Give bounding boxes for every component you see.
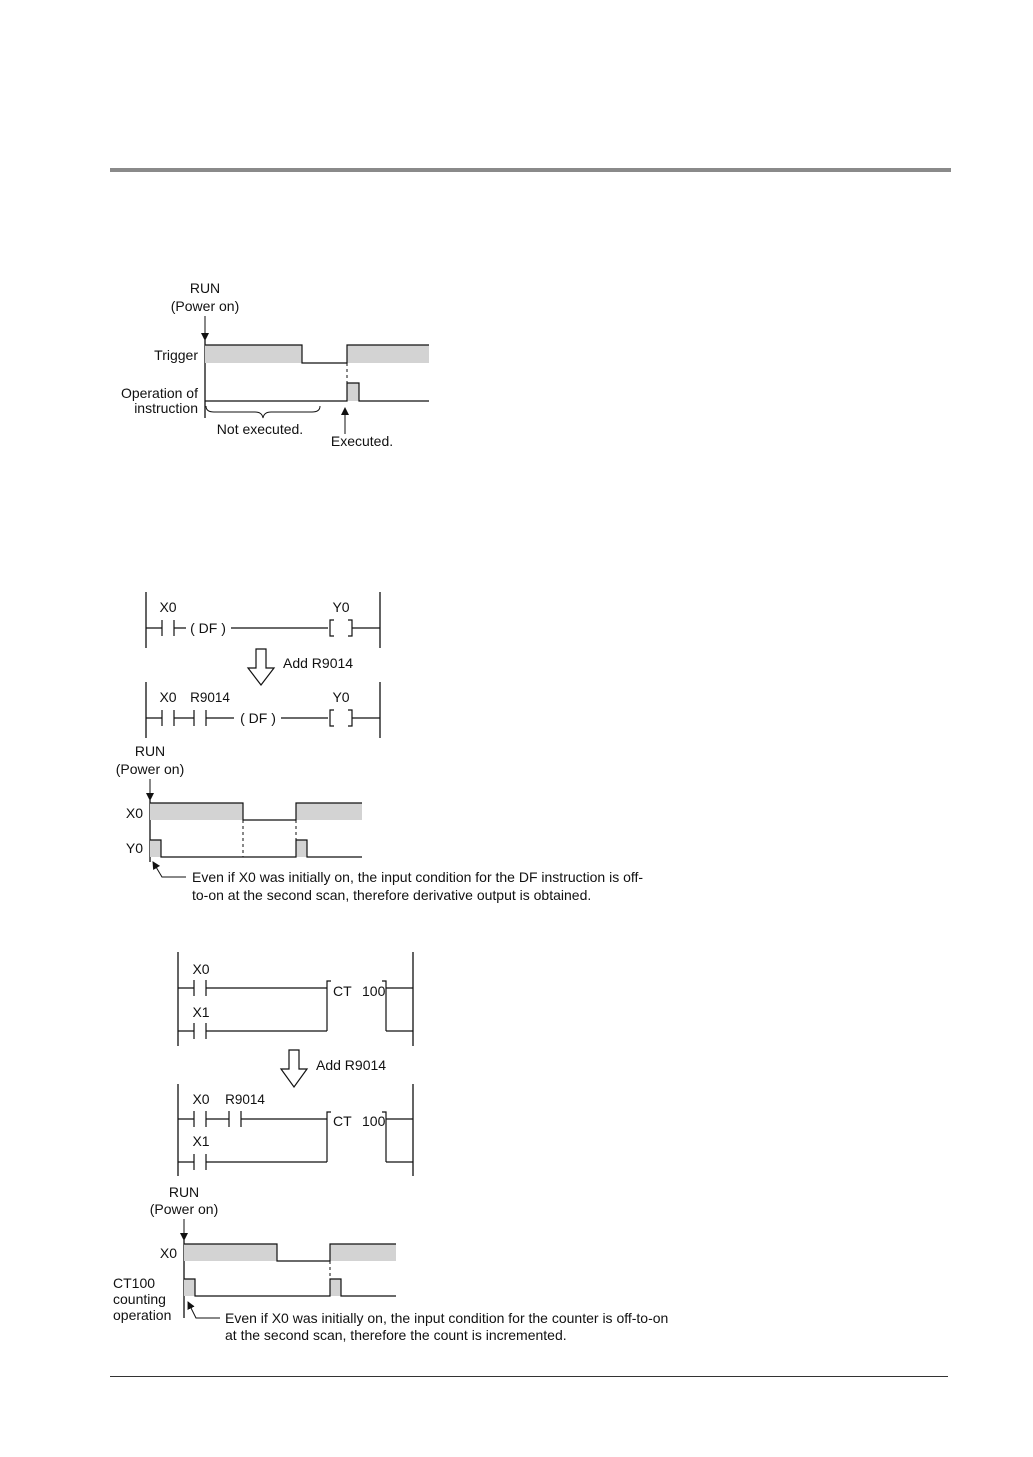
fig1-operation-pulse xyxy=(347,383,359,401)
fig3a-ct-box-left xyxy=(327,981,331,1031)
fig1-power-on-label: (Power on) xyxy=(170,298,240,314)
fig2-note-pointer xyxy=(153,862,186,877)
fig2-x0-signal-label: X0 xyxy=(125,805,143,821)
fig1-executed-label: Executed. xyxy=(330,433,394,449)
fig1-trigger-high-1 xyxy=(205,345,302,363)
fig2-note-line-1: Even if X0 was initially on, the input condition for the DF instruction is off- xyxy=(192,869,644,885)
fig3-note-line-2: at the second scan, therefore the count is incremented. xyxy=(225,1327,567,1343)
fig2b-x0-label: X0 xyxy=(159,689,177,705)
fig2b-y0-coil xyxy=(330,710,380,726)
fig2-add-label: Add R9014 xyxy=(283,655,354,671)
fig2-power-on-label: (Power on) xyxy=(115,761,185,777)
fig2-ladder-after xyxy=(146,682,380,738)
fig2b-contacts xyxy=(146,710,234,726)
fig1-operation-label-2: instruction xyxy=(134,400,198,416)
fig3a-x0-contact xyxy=(178,980,327,996)
fig2a-df-label: ( DF ) xyxy=(190,620,226,636)
fig1-operation-label-1: Operation of xyxy=(120,385,198,401)
fig3-ct-signal-label-1: CT100 xyxy=(113,1275,156,1291)
fig2a-x0-contact xyxy=(146,620,186,636)
fig2-down-arrow-icon xyxy=(248,649,274,685)
fig3a-ct-label: CT xyxy=(333,983,352,999)
fig2a-y0-coil xyxy=(330,620,380,636)
fig2-y0-pulse-2 xyxy=(296,840,307,857)
fig2-y0-pulse-1 xyxy=(150,840,161,857)
fig3-x0-high-1 xyxy=(184,1244,277,1261)
fig3-run-label: RUN xyxy=(168,1184,200,1200)
fig3a-preset-label: 100 xyxy=(362,983,386,999)
fig2-x0-high-2 xyxy=(296,803,362,820)
fig3-timing-chart xyxy=(113,1184,668,1343)
fig2b-y0-label: Y0 xyxy=(332,689,350,705)
fig3b-ct-box-right xyxy=(382,1112,413,1162)
fig3b-r9014-label: R9014 xyxy=(225,1092,265,1107)
fig3a-x0-label: X0 xyxy=(192,961,210,977)
fig1-not-executed-label: Not executed. xyxy=(216,421,304,437)
fig3-ct-signal-label-2: counting xyxy=(113,1291,166,1307)
fig2b-r9014-label: R9014 xyxy=(190,690,230,705)
fig3-ct-waveform xyxy=(184,1279,396,1296)
fig3-ct-signal-label-3: operation xyxy=(113,1307,172,1323)
fig2-y0-waveform xyxy=(150,840,362,857)
fig3b-preset-label: 100 xyxy=(362,1113,386,1129)
fig3b-ct-box-left xyxy=(327,1112,331,1162)
fig2-run-label: RUN xyxy=(134,743,166,759)
fig3-down-arrow-icon xyxy=(281,1050,307,1087)
fig3a-x1-contact xyxy=(178,1023,327,1039)
fig2-ladder-before xyxy=(146,592,380,648)
fig3-note-pointer xyxy=(188,1302,220,1318)
fig2-add-arrow xyxy=(248,649,353,685)
fig3-add-arrow xyxy=(281,1050,386,1087)
fig2-x0-high-1 xyxy=(150,803,243,820)
fig1-run-label: RUN xyxy=(189,280,221,296)
fig3-note-line-1: Even if X0 was initially on, the input condition for the counter is off-to-on xyxy=(225,1310,669,1326)
fig3-power-on-label: (Power on) xyxy=(149,1201,219,1217)
fig1-trigger-label: Trigger xyxy=(154,347,198,363)
fig1-operation-waveform xyxy=(205,383,429,401)
fig3b-ct-label: CT xyxy=(333,1113,352,1129)
fig1-not-executed-brace xyxy=(206,406,320,418)
fig3-add-label: Add R9014 xyxy=(316,1057,387,1073)
fig2-timing-chart xyxy=(116,743,644,903)
fig2b-df-label: ( DF ) xyxy=(240,710,276,726)
fig3a-x1-label: X1 xyxy=(192,1004,210,1020)
fig3-ladder-before xyxy=(178,952,413,1046)
fig1-timing-chart xyxy=(121,280,429,449)
fig3-ct-pulse-2 xyxy=(330,1279,341,1296)
fig2a-x0-label: X0 xyxy=(159,599,177,615)
fig3b-x1-label: X1 xyxy=(192,1133,210,1149)
fig3-x0-high-2 xyxy=(330,1244,396,1261)
fig2-y0-signal-label: Y0 xyxy=(125,840,143,856)
fig3b-contacts xyxy=(178,1111,327,1127)
fig1-trigger-high-2 xyxy=(347,345,429,363)
fig3-ct-pulse-1 xyxy=(184,1279,195,1296)
fig3-x0-signal-label: X0 xyxy=(159,1245,177,1261)
fig2-note-line-2: to-on at the second scan, therefore derivative output is obtained. xyxy=(192,887,592,903)
fig3-ladder-after xyxy=(178,1084,413,1176)
fig2a-y0-label: Y0 xyxy=(332,599,350,615)
fig3a-ct-box-right xyxy=(382,981,413,1031)
fig3b-x0-label: X0 xyxy=(192,1091,210,1107)
fig3b-x1-contact xyxy=(178,1154,327,1170)
